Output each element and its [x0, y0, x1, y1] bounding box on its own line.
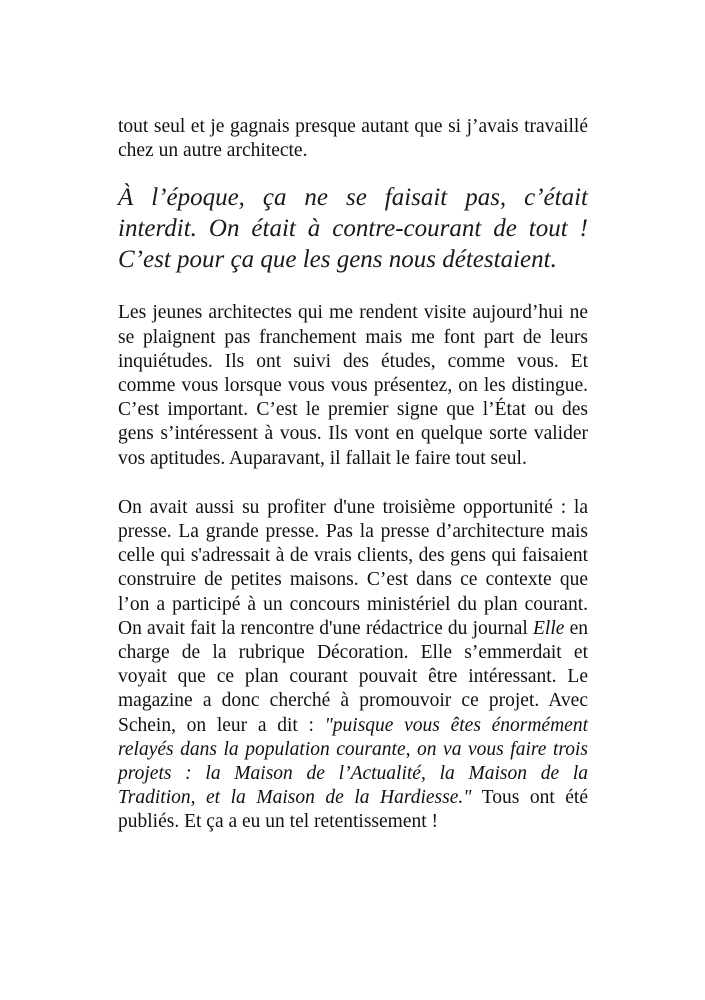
paragraph-press-part-b: en charge de la rubrique Décoration. Elle s’emmerdait et voyait que ce plan courant pouvait être intéressant. Le magazine a donc cherché à promouvoir ce projet. Avec Schein, on leur a dit : — [118, 617, 589, 736]
paragraph-press — [118, 496, 588, 835]
paragraph-continuation: tout seul et je gagnais presque autant que si j’avais travaillé chez un autre architecte. — [118, 116, 588, 162]
paragraph-press-part-c: Tous ont été publiés. Et ça a eu un tel retentissement ! — [118, 787, 588, 833]
pull-quote: À l’époque, ça ne se faisait pas, c’était interdit. On était à contre-courant de tout ! C’est pour ça que les gens nous détestaient. — [118, 184, 588, 274]
magazine-name: Elle — [533, 617, 565, 639]
quoted-speech: "puisque vous êtes énormément relayés dans la population courante, on va vous faire trois projets : la Maison de l’Actualité, la Maison de la Tradition, et la Maison de la Hardiesse." — [118, 714, 588, 809]
page-body — [118, 115, 588, 835]
paragraph-young-architects: Les jeunes architectes qui me rendent visite aujourd’hui ne se plaignent pas franchement mais me font part de leurs inquiétudes. Ils ont suivi des études, comme vous. Et comme vous lorsque vous vous présentez, on les distingue. C’est important. C’est le premier signe que l’État ou des gens s’intéressent à vous. Ils vont en quelque sorte valider vos aptitudes. Auparavant, il fallait le faire tout seul. — [118, 302, 588, 469]
paragraph-press-part-a: On avait aussi su profiter d'une troisième opportunité : la presse. La grande presse. Pas la presse d’architecture mais celle qui s'adressait à de vrais clients, des gens qui faisaient construire de petites maisons. C’est dans ce contexte que l’on a participé à un concours ministériel du plan courant. On avait fait la rencontre d'une rédactrice du journal — [118, 496, 588, 639]
